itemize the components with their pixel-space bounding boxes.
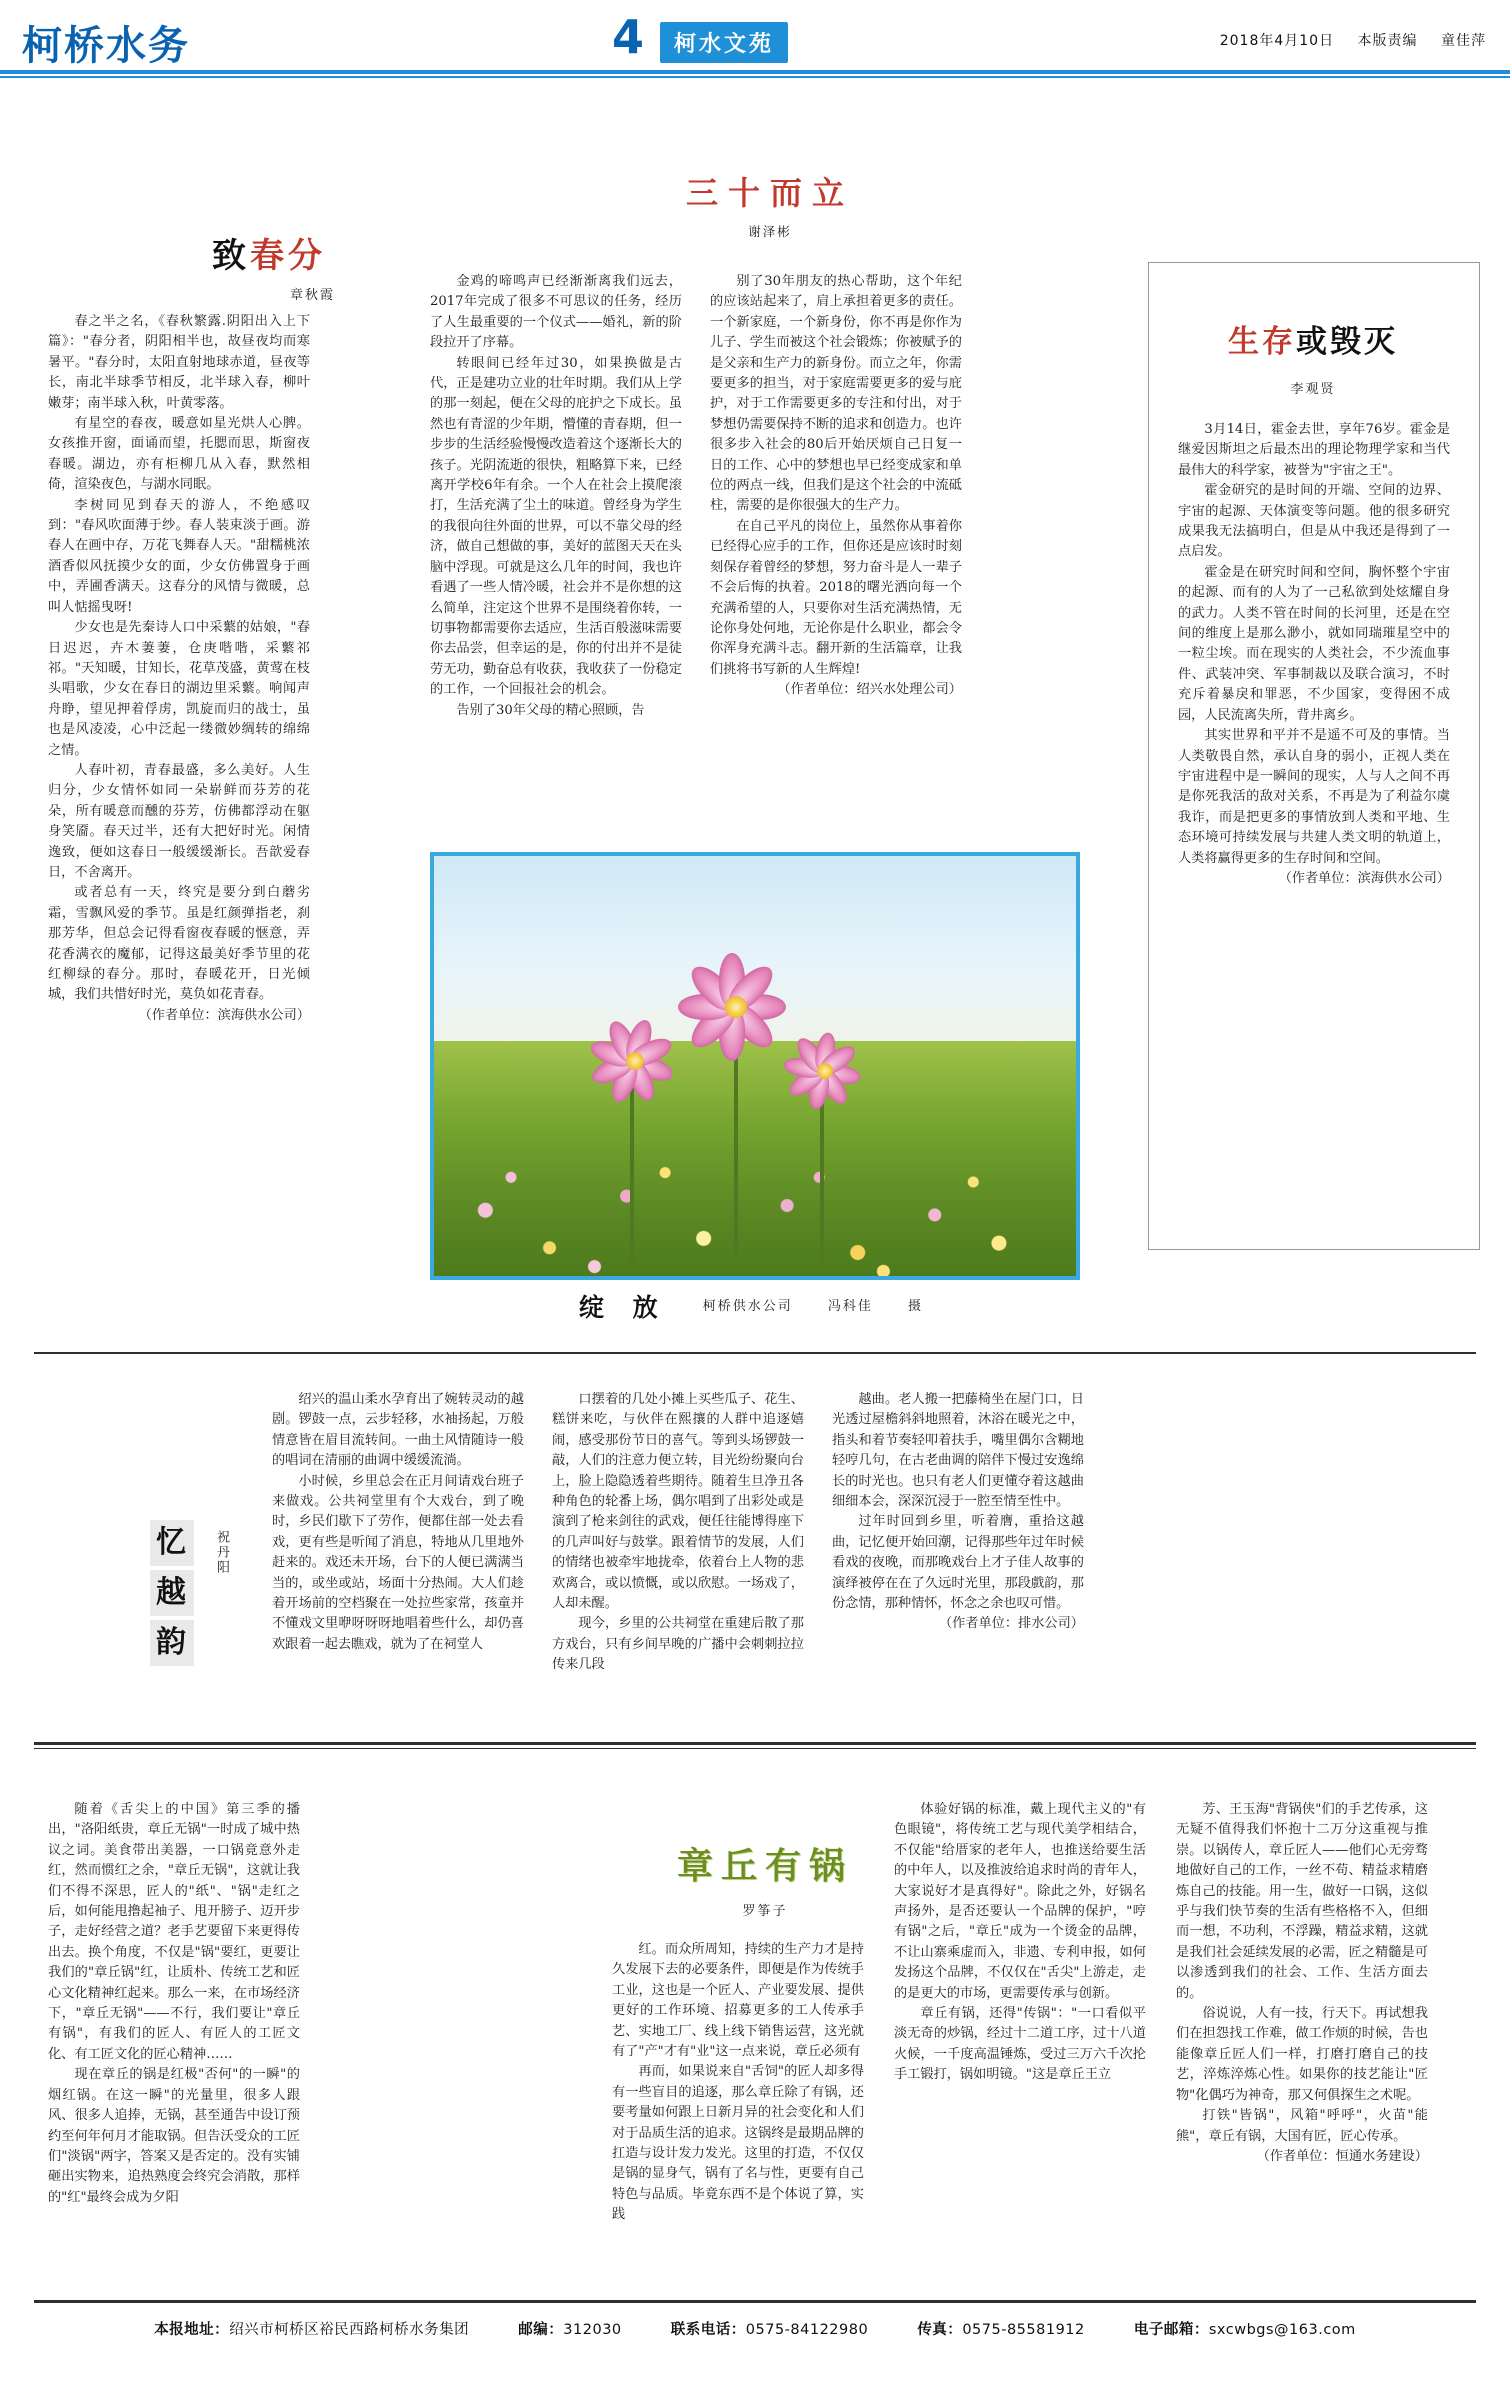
article-yueyun-column-1	[272, 1390, 524, 1655]
article-thirty-title: 三十而立	[685, 174, 854, 212]
article-yueyun-column-2	[552, 1390, 804, 1676]
section-divider-1	[34, 1352, 1476, 1354]
footer-address-label: 本报地址：	[154, 2322, 230, 2338]
photo-credit-role: 摄	[908, 1299, 924, 1314]
paragraph: 有星空的春夜，暖意如星光烘人心脾。女孩推开窗，面诵而望，托腮而思，斯窗夜春暖。湖边，亦有柜柳几从入春，默然相倚，渲染夜色，与湖水同眠。	[48, 416, 310, 493]
footer-phone-value: 0575-84122980	[745, 2322, 869, 2338]
footer-fax-value: 0575-85581912	[962, 2322, 1085, 2338]
section-tag: 柯水文苑	[660, 22, 788, 63]
paragraph: 再而，如果说来自"舌饲"的匠人却多得有一些盲目的追逐，那么章丘除了有锅，还要考量如何跟上日新月异的社会变化和人们对于品质生活的追求。这锅终是最期品牌的扛造与设计发力发光。这里的打造，不仅仅是锅的显身气，锅有了名与性，更要有自己特色与品质。毕竟东西不是个体说了算，实践	[612, 2064, 864, 2223]
article-signature: （作者单位：恒通水务建设）	[1256, 2148, 1428, 2164]
paragraph: 告别了30年父母的精心照顾，告	[456, 702, 645, 718]
article-signature: （作者单位：绍兴水处理公司）	[777, 682, 962, 698]
article-thirty-column-1	[430, 272, 682, 721]
article-yueyun-title-char-3: 韵	[150, 1620, 194, 1666]
issue-info	[1202, 30, 1486, 50]
footer-phone	[671, 2322, 868, 2338]
paragraph: 转眼间已经年过30，如果换做是古代，正是建功立业的壮年时期。我们从上学的那一刻起，便在父母的庇护之下成长。虽然也有青涩的少年期，懵懂的青春期，但一步步的生活经验慢慢改造着这个逐渐长大的孩子。光阴流逝的很快，粗略算下来，已经离开学校6年有余。一个人在社会上摸爬滚打，生活充满了尘土的味道。曾经身为学生的我很向往外面的世界，可以不靠父母的经济，做自己想做的事，美好的蓝图天天在头脑中浮现。可就是这么几年的时间，我也许看遇了一些人情冷暖，社会并不是你想的这么简单，注定这个世界不是围绕着你转，一切事物都需要你去适应，生活百般滋味需要你去品尝，但幸运的是，你的付出并不是徒劳无功，勤奋总有收获，我收获了一份稳定的工作，一个回报社会的机会。	[430, 355, 682, 698]
flower-bloom-right	[783, 1029, 868, 1114]
article-zhangqiu-column-2	[612, 1940, 864, 2226]
flower-bloom-left	[588, 1014, 682, 1108]
footer-fax	[917, 2322, 1084, 2338]
paragraph: 李树同见到春天的游人，不绝感叹到："春风吹面薄于纱。春人装束淡于画。游春人在画中存，万花飞舞春人天。"甜糯桃浓酒香似风抚摸少女的面，少女仿佛置身于画中，弄圃香满天。这春分的风情与微暖，总叫人惦摇曳呀!	[48, 497, 310, 615]
article-zhangqiu-column-1	[48, 1800, 300, 2208]
article-thirty-author: 谢泽彬	[748, 224, 792, 239]
article-zhangqiu-author: 罗筝子	[742, 1904, 788, 1919]
paragraph: 芳、王玉海"背锅侠"们的手艺传承，这无疑不值得我们怀抱十二万分这重视与推崇。以锅传人，章丘匠人——他们心无旁骛地做好自己的工作，一丝不苟、精益求精磨炼自己的技能。用一生，做好一口锅，这似乎与我们快节奏的生活有些格格不入，但细而一想，不功利，不浮躁，精益求精，这就是我们社会延续发展的必需，匠之精髓是可以渗透到我们的社会、工作、生活方面去的。	[1176, 1802, 1428, 2001]
photo-credit-name: 冯科佳	[827, 1299, 873, 1314]
article-spring-body	[48, 312, 310, 1026]
masthead-rule	[0, 70, 1510, 74]
publication-logo: 柯桥水务	[22, 23, 190, 69]
section-divider-2	[34, 1742, 1476, 1745]
article-survival-body	[1178, 420, 1450, 889]
paragraph: 俗说说，人有一技，行天下。再试想我们在担怨找工作难，做工作烦的时候，告也能像章丘匠人们一样，打磨打磨自己的技艺，淬炼淬炼心性。如果你的技艺能让"匠物"化偶巧为神奇，那又何俱探生之术呢。	[1176, 2006, 1428, 2103]
masthead-rule-thin	[0, 76, 1510, 78]
paragraph: 在自己平凡的岗位上，虽然你从事着你已经得心应手的工作，但你还是应该时时刻刻保存着曾经的梦想，努力奋斗是人一辈子不会后悔的执着。2018的曙光洒向每一个充满希望的人，只要你对生活充满热情，无论你身处何地，无论你是什么职业，都会令你浑身充满斗志。翻开新的生活篇章，让我们挑将书写新的人生辉煌!	[710, 518, 962, 677]
paragraph: 红。而众所周知，持续的生产力才是持久发展下去的必要条件，即便是作为传统手工业，这也是一个匠人、产业要发展、提供更好的工作环境、招募更多的工人传承手艺、实地工厂、线上线下销售运营，这光就有了"产"才有"业"这一点来说，章丘必须有	[612, 1942, 864, 2060]
article-yueyun-title-char-2: 越	[150, 1570, 194, 1616]
flower-bloom-main	[677, 948, 795, 1066]
paragraph: 人春叶初，青春最盛，多么美好。人生归分，少女情怀如同一朵崭鲜而芬芳的花朵，所有暖意而醺的芬芳，仿佛都浮动在躯身笑靥。春天过半，还有大把好时光。闲情逸致，便如这春日一般缓缓渐长。吾歆爱春日，不舍离开。	[48, 762, 310, 880]
paragraph: 或者总有一天，终究是要分到白蘑劣霜，雪飘风爱的季节。虽是红颜弹指老，刹那芳华，但总会记得看窗夜春暖的惬意，弄花香满衣的魔郁，记得这最美好季节里的花红柳绿的春分。那时，春暖花开，日光倾城，我们共惜好时光，莫负如花青春。	[48, 885, 310, 1003]
article-signature: （作者单位：排水公司）	[938, 1616, 1084, 1632]
masthead	[0, 0, 1510, 88]
footer-email	[1134, 2322, 1356, 2338]
paragraph: 小时候，乡里总会在正月间请戏台班子来做戏。公共祠堂里有个大戏台，到了晚时，乡民们歇下了劳作，便都住部一处去看戏，更有些是听闻了消息，特地从几里地外赶来的。戏还未开场，台下的人便已满满当当的，或坐或站，场面十分热闹。大人们趁着开场前的空档聚在一处拉些家常，孩童并不懂戏文里咿呀呀呀地唱着些什么，却仍喜欢跟着一起去瞧戏，就为了在祠堂人	[272, 1473, 524, 1652]
editor-name: 童佳萍	[1441, 33, 1486, 49]
footer-address	[154, 2322, 469, 2338]
page-number: 4	[612, 10, 645, 64]
article-zhangqiu-title: 章丘有锅	[676, 1846, 853, 1887]
article-survival-author: 李观贤	[1290, 382, 1336, 397]
paragraph: 章丘有锅，还得"传锅"："一口看似平淡无奇的炒锅，经过十二道工序，过十八道火候，一千度高温锤炼，受过三万六千次抡手工锻打，锅如明镜。"这是章丘王立	[894, 2006, 1146, 2083]
article-yueyun-column-3	[832, 1390, 1084, 1635]
footer-email-label: 电子邮箱：	[1133, 2322, 1209, 2338]
footer-address-value: 绍兴市柯桥区裕民西路柯桥水务集团	[229, 2322, 470, 2338]
paragraph: 随着《舌尖上的中国》第三季的播出，"洛阳纸贵，章丘无锅"一时成了城中热议之词。美食带出美器，一口锅竟意外走红，然而惯红之余，"章丘无锅"，这就让我们不得不深思，匠人的"纸"、"锅"走红之后，如何能甩撸起袖子、甩开膀子、迈开步子，走好经营之道？老手艺要留下来更得传出去。换个角度，不仅是"锅"要红，更要让我们的"章丘锅"红，让质朴、传统工艺和匠心文化精神红起来。那么一来，在市场经济下，"章丘无锅"——不行，我们要让"章丘有锅"，有我们的匠人、有匠人的工匠文化、有工匠文化的匠心精神……	[48, 1802, 300, 2062]
paragraph: 越曲。老人搬一把藤椅坐在屋门口，日光透过屋檐斜斜地照着，沐浴在暖光之中，指头和着节奏轻叩着扶手，嘴里偶尔含糊地轻哼几句，在古老曲调的陪伴下慢过安逸绵长的时光也。也只有老人们更懂夺着这越曲细细本会，深深沉浸于一腔至情至性中。	[832, 1392, 1084, 1510]
paragraph: 口摆着的几处小摊上买些瓜子、花生、糕饼来吃，与伙伴在熙攘的人群中追逐嬉闹，感受那份节日的喜气。等到头场锣鼓一敲，人们的注意力便立转，目光纷纷聚向台上，脸上隐隐透着些期待。随着生旦净丑各种角色的轮番上场，偶尔唱到了出彩处或是演到了枪来剑往的武戏，便任往能博得座下的几声叫好与鼓掌。跟着情节的发展，人们的情绪也被牵牢地拢牵，依着台上人物的悲欢离合，或以愤慨，或以欣慰。一场戏了，人却未醒。	[552, 1392, 804, 1612]
article-survival-title-part1: 生存	[1228, 324, 1296, 360]
paragraph: 3月14日，霍金去世，享年76岁。霍金是继爱因斯坦之后最杰出的理论物理学家和当代最伟大的科学家，被誉为"宇宙之王"。	[1178, 422, 1450, 478]
flower-photo	[430, 852, 1080, 1280]
article-signature: （作者单位：滨海供水公司）	[138, 1007, 310, 1023]
article-spring-title	[212, 228, 326, 277]
photo-caption	[430, 1288, 1072, 1324]
paragraph: 现在章丘的锅是红极"否何"的一瞬"的烟红锅。在这一瞬"的光量里，很多人跟风、很多人追捧，无锅，甚至通告中设订预约至何年何月才能取锅。但告沃受众的工匠们"淡锅"两字，答案又是否定的。没有实铺砸出实物来，追热熟度会终究会消散，那样的"红"最终会成为夕阳	[48, 2067, 300, 2205]
article-zhangqiu-column-4	[1176, 1800, 1428, 2167]
footer	[0, 2318, 1510, 2339]
footer-phone-label: 联系电话：	[670, 2322, 746, 2338]
article-signature: （作者单位：滨海供水公司）	[1278, 870, 1450, 886]
paragraph: 打铁"皆锅"，风箱"呼呼"，火苗"能熊"，章丘有锅，大国有匠，匠心传承。	[1176, 2108, 1428, 2144]
article-yueyun-title	[150, 1520, 194, 1670]
article-survival-title	[1148, 316, 1478, 361]
paragraph: 现今，乡里的公共祠堂在重建后散了那方戏台，只有乡间早晚的广播中会刺刺拉拉传来几段	[552, 1616, 804, 1673]
footer-zip-value: 312030	[563, 2322, 622, 2338]
photo-meadow	[434, 1041, 1076, 1276]
footer-divider	[34, 2300, 1476, 2303]
section-divider-2-thin	[34, 1748, 1476, 1749]
article-survival-title-part2: 或毁灭	[1296, 324, 1398, 360]
issue-date: 2018年4月10日	[1219, 33, 1335, 49]
paragraph: 春之半之名，《春秋繁露.阴阳出入上下篇》："春分者，阴阳相半也，故昼夜均而寒暑平。"春分时，太阳直射地球赤道，昼夜等长，南北半球季节相反，北半球入春，柳叶嫩芽；南半球入秋，叶黄零落。	[48, 314, 310, 411]
paragraph: 其实世界和平并不是遥不可及的事情。当人类敬畏自然，承认自身的弱小，正视人类在宇宙进程中是一瞬间的现实，人与人之间不再是你死我活的敌对关系，不再是为了利益尔虞我诈，而是把更多的事情放到人类和平地、生态环境可持续发展与共建人类文明的轨道上，人类将赢得更多的生存时间和空间。	[1178, 728, 1450, 866]
footer-zip	[518, 2322, 621, 2338]
footer-email-value: sxcwbgs@163.com	[1208, 2322, 1356, 2338]
paragraph: 金鸡的啼鸣声已经渐渐离我们远去，2017年完成了很多不可思议的任务，经历了人生最重要的一个仪式——婚礼，新的阶段拉开了序幕。	[430, 274, 682, 351]
article-thirty-column-2	[710, 272, 962, 701]
editor-role: 本版责编	[1357, 33, 1418, 49]
paragraph: 绍兴的温山柔水孕育出了婉转灵动的越剧。锣鼓一点，云步轻移，水袖扬起，万般情意皆在眉目流转间。一曲土风情随诗一般的唱词在清丽的曲调中缓缓流淌。	[272, 1392, 524, 1469]
footer-zip-label: 邮编：	[518, 2322, 564, 2338]
article-spring-author: 章秋霞	[290, 288, 336, 303]
paragraph: 霍金研究的是时间的开端、空间的边界、宇宙的起源、天体演变等问题。他的很多研究成果我无法搞明白，但是从中我还是得到了一点启发。	[1178, 483, 1450, 560]
article-spring-title-part1: 致	[212, 236, 250, 276]
article-yueyun-title-char-1: 忆	[150, 1520, 194, 1566]
footer-fax-label: 传真：	[917, 2322, 963, 2338]
photo-caption-title: 绽 放	[578, 1293, 668, 1322]
paragraph: 霍金是在研究时间和空间，胸怀整个宇宙的起源、而有的人为了一己私欲到处炫耀自身的武力。人类不管在时间的长河里，还是在空间的维度上是那么渺小，就如同瑞璀星空中的一粒尘埃。而在现实的人类社会，不少流血事件、武装冲突、军事制裁以及联合演习，不时充斥着暴戾和罪恶，不少国家，变得困不成园，人民流离失所，背井离乡。	[1178, 564, 1450, 723]
article-spring-title-part2: 春分	[250, 236, 326, 276]
photo-credit-unit: 柯桥供水公司	[702, 1299, 793, 1314]
paragraph: 别了30年朋友的热心帮助，这个年纪的应该站起来了，肩上承担着更多的责任。一个新家庭，一个新身份，你不再是你作为儿子、学生而被这个社会锻炼；你被赋予的是父亲和生产力的新身份。而立之年，你需要更多的担当，对于家庭需要更多的爱与庇护，对于工作需要更多的专注和付出，对于梦想仍需要保持不断的追求和创造力。也许很多步入社会的80后开始厌烦自己日复一日的工作、心中的梦想也早已经变成家和单位的两点一线，但我们是这个社会的中流砥柱，需要的是你很强大的生产力。	[710, 274, 962, 514]
paragraph: 过年时回到乡里，听着膺，重拾这越曲，记忆便开始回潮，记得那些年过年时候看戏的夜晚，而那晚戏台上才子佳人故事的演绎被停在在了久远时光里，那段戲韵，那份念情，那种情怀，怀念之余也叹可惜。	[832, 1514, 1084, 1612]
article-yueyun-author: 祝丹阳	[214, 1530, 229, 1575]
article-zhangqiu-column-3	[894, 1800, 1146, 2086]
paragraph: 体验好锅的标准，戴上现代主义的"有色眼镜"，将传统工艺与现代美学相结合，不仅能"给厝家的老年人，也推送给要生活的中年人，以及推波给追求时尚的青年人，大家说好才是真得好"。除此之外，好锅名声扬外，是否还要认一个品牌的保护，"哼有锅"之后，"章丘"成为一个烫金的品牌，不让山寨乘虚而入，非遗、专利申报，如何发扬这个品牌，不仅仅在"舌尖"上游走，走的是更大的市场，更需要传承与创新。	[894, 1802, 1146, 2001]
paragraph: 少女也是先秦诗人口中采蘩的姑娘，"春日迟迟，卉木萋萋，仓庚喈喈，采蘩祁祁。"天知暖，甘知长，花草茂盛，黄莺在枝头唱歌，少女在春日的湖边里采蘩。响闻声舟睁，望见押着俘虏，凯旋而归的战士，虽也是风凌凌，心中泛起一缕微妙绸转的绵绵之情。	[48, 620, 310, 758]
